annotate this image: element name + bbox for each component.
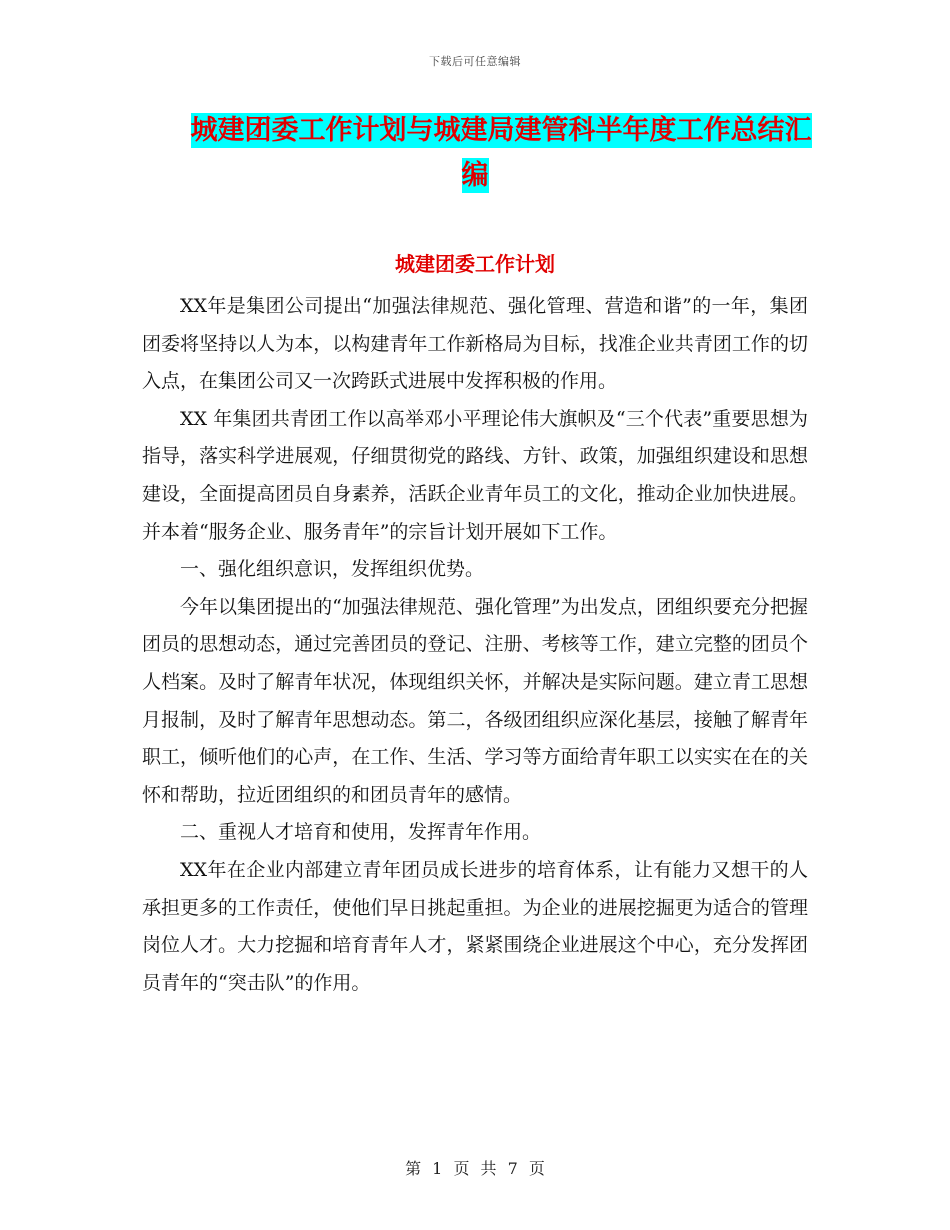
page-number-footer: 第 1 页 共 7 页 (405, 1159, 545, 1178)
document-body (142, 288, 808, 1002)
header-note: 下载后可任意编辑 (429, 55, 521, 68)
document-title (0, 108, 950, 198)
document-title-line2: 编 (461, 160, 489, 191)
paragraph: XX年在企业内部建立青年团员成长进步的培育体系，让有能力又想干的人承担更多的工作责任，使他们早日挑起重担。为企业的进展挖掘更为适合的管理岗位人才。大力挖掘和培育青年人才，紧紧围绕企业进展这个中心，充分发挥团员青年的“突击队”的作用。 (142, 858, 808, 994)
paragraph-heading: 一、强化组织意识，发挥组织优势。 (180, 558, 485, 581)
section-title: 城建团委工作计划 (395, 252, 555, 276)
paragraph: XX 年集团共青团工作以高举邓小平理论伟大旗帜及“三个代表”重要思想为指导，落实科学进展观，仔细贯彻党的路线、方针、政策，加强组织建设和思想建设，全面提高团员自身素养，活跃企业青年员工的文化，推动企业加快进展。并本着“服务企业、服务青年”的宗旨计划开展如下工作。 (142, 407, 808, 543)
document-title-line1: 城建团委工作计划与城建局建管科半年度工作总结汇 (190, 115, 812, 146)
paragraph-heading: 二、重视人才培育和使用，发挥青年作用。 (180, 821, 542, 844)
paragraph: XX年是集团公司提出“加强法律规范、强化管理、营造和谐”的一年，集团团委将坚持以人为本，以构建青年工作新格局为目标，找准企业共青团工作的切入点，在集团公司又一次跨跃式进展中发挥积极的作用。 (142, 295, 808, 393)
paragraph: 今年以集团提出的“加强法律规范、强化管理”为出发点，团组织要充分把握团员的思想动态，通过完善团员的登记、注册、考核等工作，建立完整的团员个人档案。及时了解青年状况，体现组织关怀，并解决是实际问题。建立青工思想月报制，及时了解青年思想动态。第二，各级团组织应深化基层，接触了解青年职工，倾听他们的心声，在工作、生活、学习等方面给青年职工以实实在在的关怀和帮助，拉近团组织的和团员青年的感情。 (142, 595, 808, 806)
